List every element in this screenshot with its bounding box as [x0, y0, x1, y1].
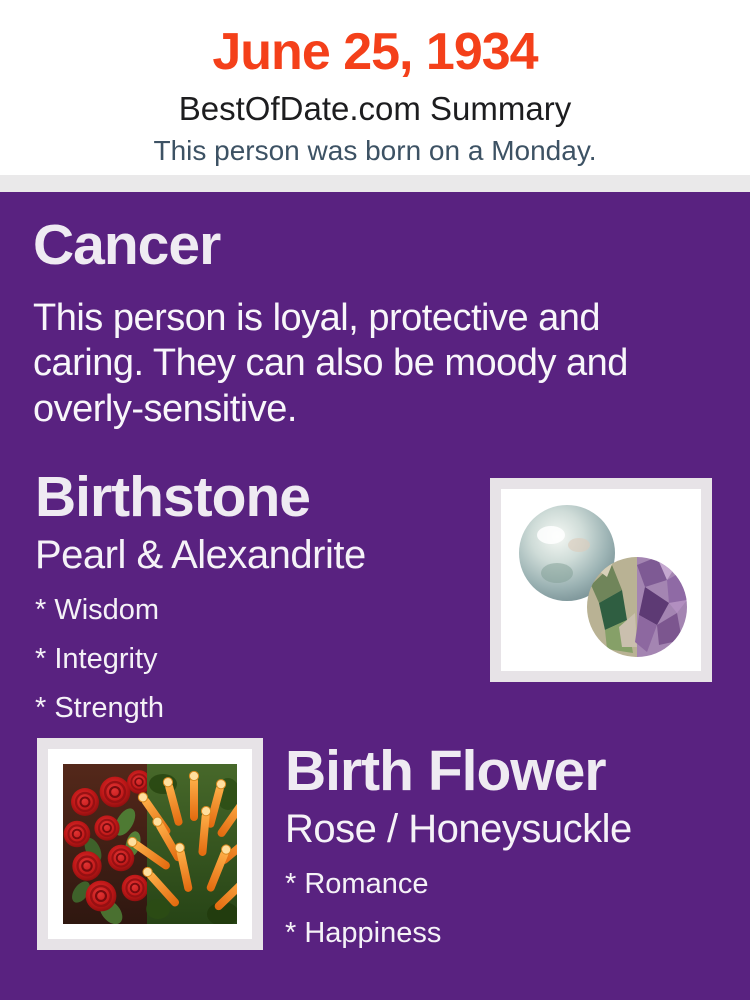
- date-title: June 25, 1934: [212, 23, 538, 81]
- birth-flower-section: [285, 739, 725, 966]
- divider-bar: [0, 175, 750, 192]
- rose-and-honeysuckle-image: [63, 764, 237, 924]
- birth-flower-heading: Birth Flower: [285, 739, 606, 803]
- header-section: [0, 0, 750, 175]
- birthstone-trait-item: * Strength: [35, 691, 164, 724]
- details-panel: [0, 192, 750, 1000]
- zodiac-description: This person is loyal, protective and caring. They can also be moody and overly-sensitive.: [33, 296, 628, 431]
- pearl-and-alexandrite-image: [507, 495, 695, 665]
- birth-flower-names: Rose / Honeysuckle: [285, 806, 632, 851]
- birthstone-traits-list: [35, 594, 485, 725]
- birth-flower-traits-list: [285, 868, 725, 950]
- zodiac-sign-heading: Cancer: [33, 213, 221, 277]
- birthstone-trait-item: * Wisdom: [35, 593, 160, 626]
- alexandrite-shape: [587, 557, 687, 657]
- born-day-text: This person was born on a Monday.: [153, 135, 597, 166]
- birth-flower-trait-item: * Romance: [285, 867, 429, 900]
- birthstone-heading: Birthstone: [35, 465, 310, 529]
- birthstone-section: [35, 465, 485, 741]
- birthstone-photo: [490, 478, 712, 682]
- birthstone-names: Pearl & Alexandrite: [35, 532, 366, 577]
- zodiac-section: [33, 213, 693, 433]
- birthstone-trait-item: * Integrity: [35, 642, 158, 675]
- birth-flower-photo: [37, 738, 263, 950]
- birth-flower-trait-item: * Happiness: [285, 916, 442, 949]
- site-summary-title: BestOfDate.com Summary: [178, 90, 572, 127]
